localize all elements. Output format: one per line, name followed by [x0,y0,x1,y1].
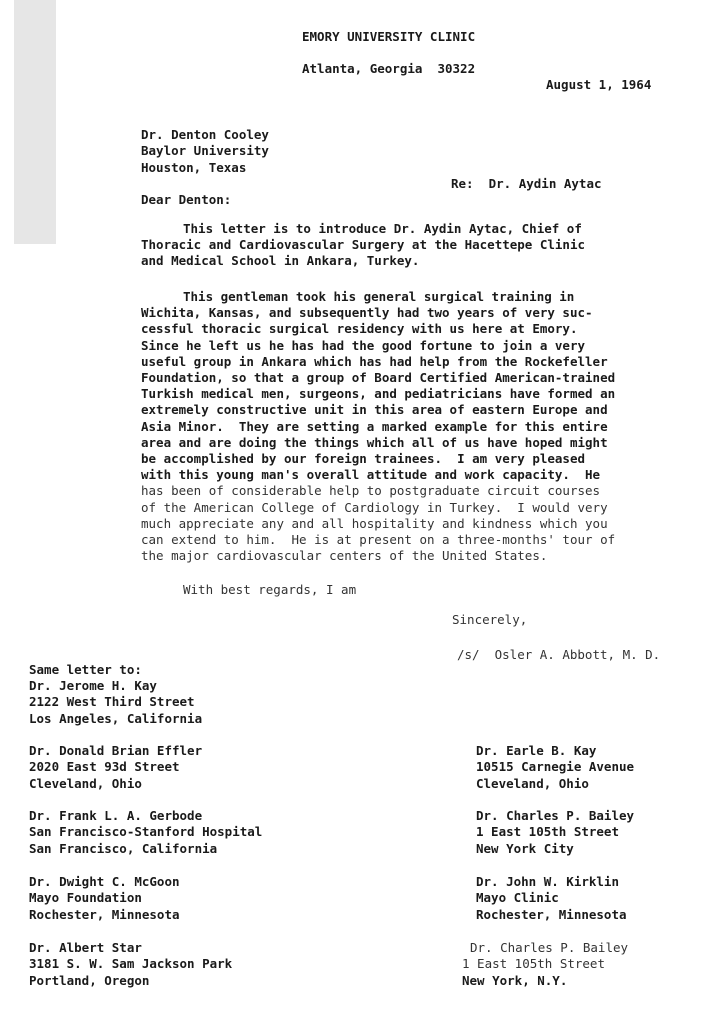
cc-line: San Francisco-Stanford Hospital [29,824,263,840]
paragraph-line: Foundation, so that a group of Board Certified American-trained [141,370,616,386]
cc-line: Portland, Oregon [29,972,150,988]
paragraph-line: can extend to him. He is at present on a three-months' tour of [141,532,616,548]
paragraph-line lt: has been of considerable help to postgraduate circuit courses [141,483,601,499]
cc-left-entry [29,874,180,923]
cc-left-entry [29,743,202,792]
paragraph-line: area and are doing the things which all of us have hoped might [141,434,608,450]
paragraph-line: Thoracic and Cardiovascular Surgery at the Hacettepe Clinic [141,237,586,253]
paragraph-line: Asia Minor. They are setting a marked example for this entire [141,418,608,434]
cc-right-entry [476,808,634,857]
cc-line: Dr. Earle B. Kay [476,743,597,758]
paragraph-line: and Medical School in Ankara, Turkey. [141,253,420,269]
cc-line: New York, N.Y. [462,972,568,988]
paragraph-line: extremely constructive unit in this area of eastern Europe and [141,402,608,418]
cc-left-entry [29,808,262,857]
paragraph-line: Turkish medical men, surgeons, and pediatricians have formed an [141,386,616,402]
scan-margin-bar [14,0,56,244]
cc-right-entry [476,743,634,792]
re-line: Re: Dr. Aydin Aytac [451,176,602,191]
paragraph-2 [141,289,615,564]
cc-line: Cleveland, Ohio [29,775,142,791]
letterhead-city: Atlanta, Georgia 30322 [302,61,476,76]
paragraph-line: useful group in Ankara which has had help from the Rockefeller [141,353,608,369]
closing-line: With best regards, I am [183,582,357,597]
signature-line: /s/ Osler A. Abbott, M. D. [457,647,661,662]
cc-line: 1 East 105th Street [476,824,619,840]
cc-left-entry [29,940,232,989]
salutation: Dear Denton: [141,192,232,207]
letterhead-institution: EMORY UNIVERSITY CLINIC [302,29,476,44]
paragraph-line: the major cardiovascular centers of the United States. [141,548,548,564]
paragraph-line: much appreciate any and all hospitality and kindness which you [141,515,608,531]
cc-line: Dr. Frank L. A. Gerbode [29,808,203,823]
paragraph-line: be accomplished by our foreign trainees. I am very pleased [141,451,586,467]
cc-line: Rochester, Minnesota [476,906,627,922]
cc-right-entry [476,874,627,923]
cc-line: Rochester, Minnesota [29,906,180,922]
cc-line: Dr. Jerome H. Kay [29,678,157,693]
cc-line: Cleveland, Ohio [476,775,589,791]
cc-line: Dr. Donald Brian Effler [29,743,203,758]
cc-line: Mayo Foundation [29,890,142,906]
cc-line: Dr. Charles P. Bailey [470,940,629,955]
cc-right-entry [462,940,628,989]
cc-line: Dr. Albert Star [29,940,142,955]
paragraph-line: cessful thoracic surgical residency with us here at Emory. [141,321,578,337]
paragraph-line: This gentleman took his general surgical training in [183,289,575,304]
cc-line: 2020 East 93d Street [29,759,180,775]
addressee-line: Baylor University [141,143,269,159]
paragraph-line: of the American College of Cardiology in Turkey. I would very [141,499,608,515]
cc-line: Mayo Clinic [476,890,559,906]
cc-line: Dr. Charles P. Bailey [476,808,635,823]
paragraph-line: with this young man's overall attitude and work capacity. He [141,467,601,483]
cc-line: San Francisco, California [29,840,218,856]
sign-off: Sincerely, [452,612,528,627]
cc-line: 1 East 105th Street [462,956,605,972]
cc-line: New York City [476,840,574,856]
paragraph-line: Wichita, Kansas, and subsequently had two years of very suc- [141,305,593,321]
addressee-block [141,127,269,176]
cc-header: Same letter to: [29,662,142,677]
cc-line: Dr. Dwight C. McGoon [29,874,180,889]
cc-line: Dr. John W. Kirklin [476,874,619,889]
addressee-line: Houston, Texas [141,159,247,175]
cc-line: 2122 West Third Street [29,694,195,710]
paragraph-1 [141,221,585,270]
cc-left-entry [29,678,202,727]
letter-date: August 1, 1964 [546,77,652,92]
cc-line: 10515 Carnegie Avenue [476,759,635,775]
paragraph-line: This letter is to introduce Dr. Aydin Aytac, Chief of [183,221,582,236]
paragraph-line: Since he left us he has had the good fortune to join a very [141,337,586,353]
cc-line: Los Angeles, California [29,710,203,726]
addressee-line: Dr. Denton Cooley [141,127,269,142]
cc-line: 3181 S. W. Sam Jackson Park [29,956,233,972]
